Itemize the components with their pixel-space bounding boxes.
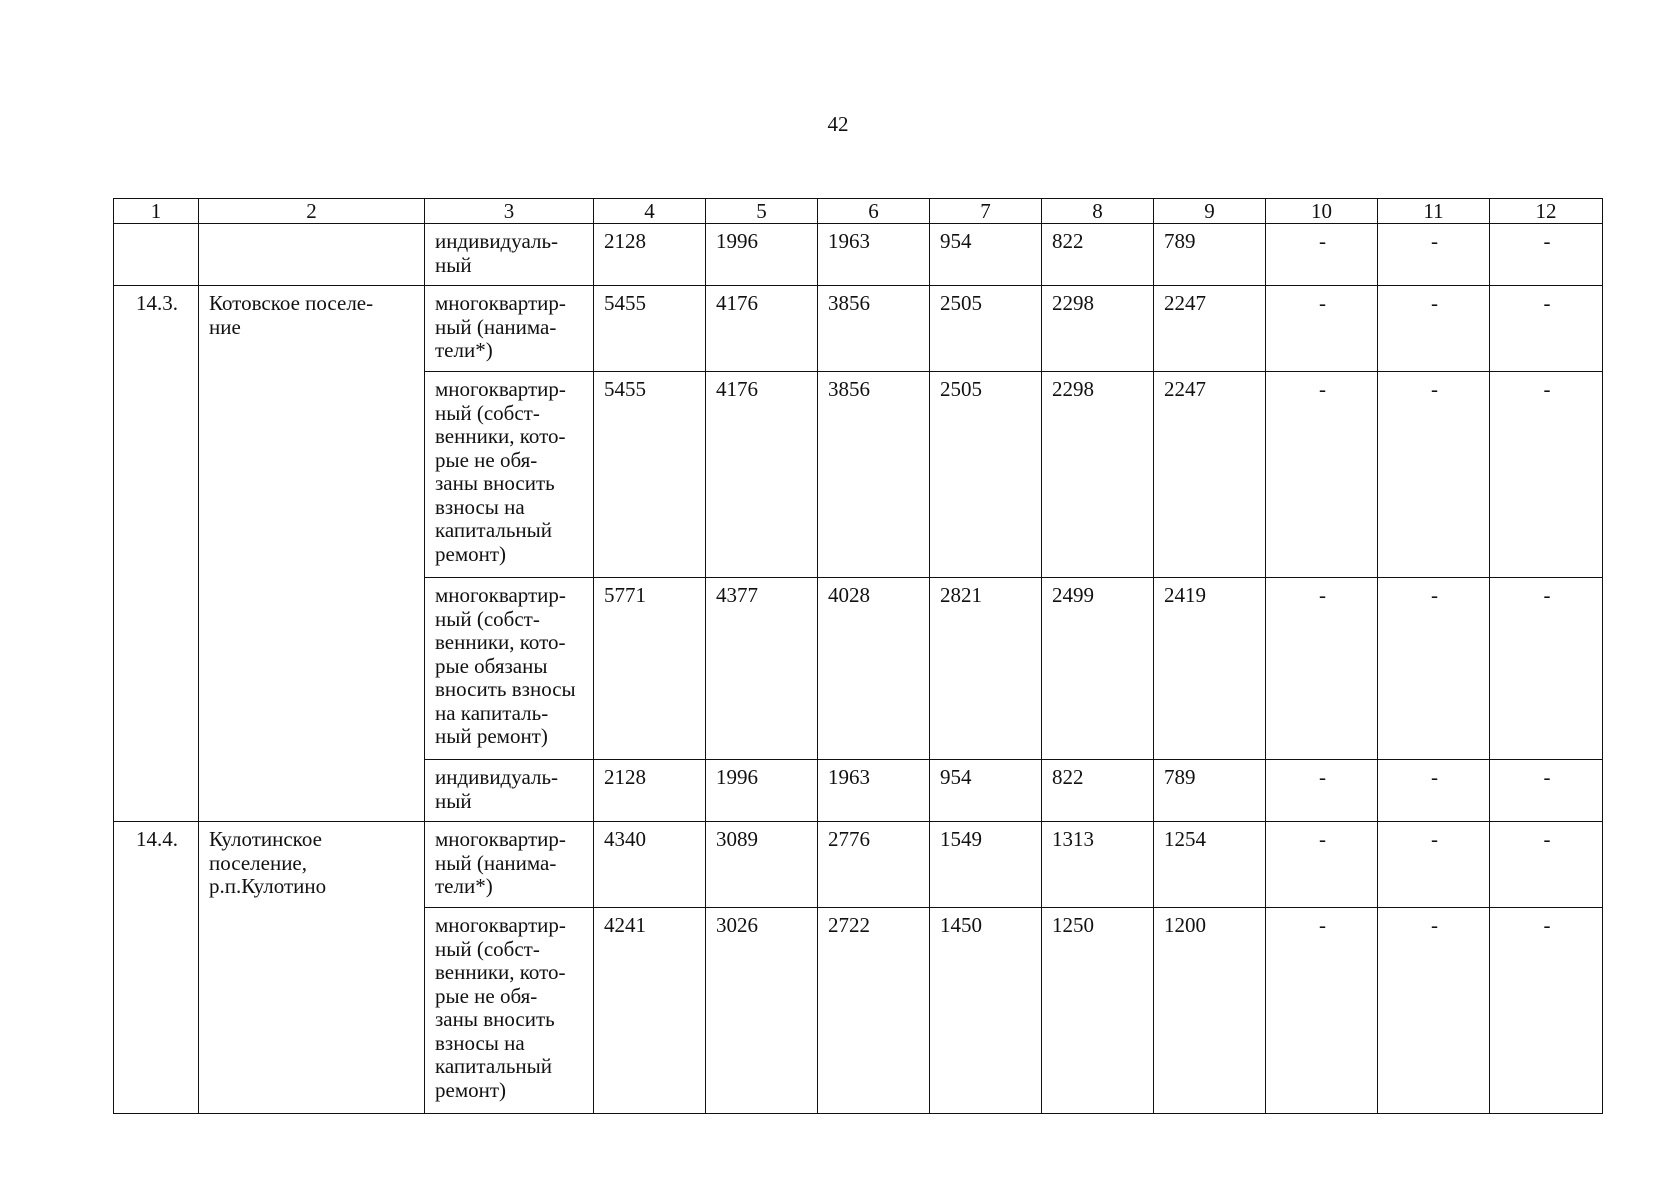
column-number-3: 3 <box>425 199 594 224</box>
value-cell: 2419 <box>1154 578 1266 760</box>
settlement-name-text: Кулотинское поселение, р.п.Кулотино <box>209 827 327 898</box>
dash-cell: - <box>1266 286 1378 372</box>
dash-cell: - <box>1378 908 1490 1114</box>
housing-type <box>425 908 594 1114</box>
row-code: 14.3. <box>114 286 199 822</box>
value-cell: 2247 <box>1154 372 1266 578</box>
dash-cell: - <box>1378 822 1490 908</box>
column-number-8: 8 <box>1042 199 1154 224</box>
housing-type-text: многоквартир- ный (собст- венники, кото- рые обязаны вносить взносы на капиталь- ный ремонт) <box>435 583 576 748</box>
value-cell: 2298 <box>1042 286 1154 372</box>
dash-cell: - <box>1378 760 1490 822</box>
value-cell: 954 <box>930 224 1042 286</box>
column-number-7: 7 <box>930 199 1042 224</box>
housing-type <box>425 760 594 822</box>
dash-cell: - <box>1490 822 1603 908</box>
table-row <box>114 822 1603 908</box>
value-cell: 822 <box>1042 760 1154 822</box>
value-cell: 4176 <box>706 372 818 578</box>
value-cell: 789 <box>1154 224 1266 286</box>
value-cell: 4241 <box>594 908 706 1114</box>
value-cell: 3856 <box>818 372 930 578</box>
value-cell: 4176 <box>706 286 818 372</box>
table-row <box>114 224 1603 286</box>
value-cell: 2128 <box>594 224 706 286</box>
dash-cell: - <box>1266 372 1378 578</box>
value-cell: 4028 <box>818 578 930 760</box>
settlement-name <box>199 286 425 822</box>
value-cell: 2499 <box>1042 578 1154 760</box>
dash-cell: - <box>1490 372 1603 578</box>
dash-cell: - <box>1378 578 1490 760</box>
value-cell: 1963 <box>818 760 930 822</box>
value-cell: 4340 <box>594 822 706 908</box>
dash-cell: - <box>1490 286 1603 372</box>
value-cell: 2776 <box>818 822 930 908</box>
settlement-name <box>199 224 425 286</box>
dash-cell: - <box>1266 578 1378 760</box>
value-cell: 1313 <box>1042 822 1154 908</box>
value-cell: 2128 <box>594 760 706 822</box>
value-cell: 1254 <box>1154 822 1266 908</box>
dash-cell: - <box>1490 760 1603 822</box>
value-cell: 1450 <box>930 908 1042 1114</box>
column-number-9: 9 <box>1154 199 1266 224</box>
column-number-5: 5 <box>706 199 818 224</box>
settlement-name <box>199 822 425 1114</box>
column-number-2: 2 <box>199 199 425 224</box>
housing-type <box>425 578 594 760</box>
value-cell: 1250 <box>1042 908 1154 1114</box>
value-cell: 5455 <box>594 286 706 372</box>
column-number-11: 11 <box>1378 199 1490 224</box>
value-cell: 4377 <box>706 578 818 760</box>
value-cell: 2722 <box>818 908 930 1114</box>
value-cell: 2821 <box>930 578 1042 760</box>
dash-cell: - <box>1490 224 1603 286</box>
value-cell: 954 <box>930 760 1042 822</box>
housing-type <box>425 822 594 908</box>
column-number-10: 10 <box>1266 199 1378 224</box>
value-cell: 1549 <box>930 822 1042 908</box>
housing-type-text: многоквартир- ный (нанима- тели*) <box>435 291 566 362</box>
value-cell: 3089 <box>706 822 818 908</box>
housing-type-text: многоквартир- ный (нанима- тели*) <box>435 827 566 898</box>
row-code <box>114 224 199 286</box>
housing-type-text: многоквартир- ный (собст- венники, кото- рые не обя- заны вносить взносы на капитальный ремонт) <box>435 377 566 566</box>
value-cell: 1963 <box>818 224 930 286</box>
value-cell: 5771 <box>594 578 706 760</box>
value-cell: 2247 <box>1154 286 1266 372</box>
value-cell: 3026 <box>706 908 818 1114</box>
housing-type-text: индивидуаль- ный <box>435 229 559 277</box>
dash-cell: - <box>1378 372 1490 578</box>
dash-cell: - <box>1378 224 1490 286</box>
value-cell: 789 <box>1154 760 1266 822</box>
value-cell: 3856 <box>818 286 930 372</box>
settlement-name-text: Котовское поселе- ние <box>209 291 374 339</box>
housing-type-text: индивидуаль- ный <box>435 765 559 813</box>
row-code: 14.4. <box>114 822 199 1114</box>
value-cell: 2505 <box>930 286 1042 372</box>
dash-cell: - <box>1266 908 1378 1114</box>
housing-type-text: многоквартир- ный (собст- венники, кото- рые не обя- заны вносить взносы на капитальный ремонт) <box>435 913 566 1102</box>
tariff-table <box>113 198 1603 1114</box>
value-cell: 2298 <box>1042 372 1154 578</box>
value-cell: 822 <box>1042 224 1154 286</box>
dash-cell: - <box>1266 760 1378 822</box>
value-cell: 2505 <box>930 372 1042 578</box>
page-number: 42 <box>827 112 849 136</box>
dash-cell: - <box>1266 224 1378 286</box>
housing-type <box>425 372 594 578</box>
dash-cell: - <box>1378 286 1490 372</box>
housing-type <box>425 224 594 286</box>
column-number-4: 4 <box>594 199 706 224</box>
value-cell: 1996 <box>706 760 818 822</box>
table-row <box>114 286 1603 372</box>
column-number-6: 6 <box>818 199 930 224</box>
dash-cell: - <box>1490 578 1603 760</box>
column-number-1: 1 <box>114 199 199 224</box>
header-row <box>114 199 1603 224</box>
housing-type <box>425 286 594 372</box>
dash-cell: - <box>1266 822 1378 908</box>
dash-cell: - <box>1490 908 1603 1114</box>
value-cell: 1996 <box>706 224 818 286</box>
value-cell: 5455 <box>594 372 706 578</box>
column-number-12: 12 <box>1490 199 1603 224</box>
value-cell: 1200 <box>1154 908 1266 1114</box>
